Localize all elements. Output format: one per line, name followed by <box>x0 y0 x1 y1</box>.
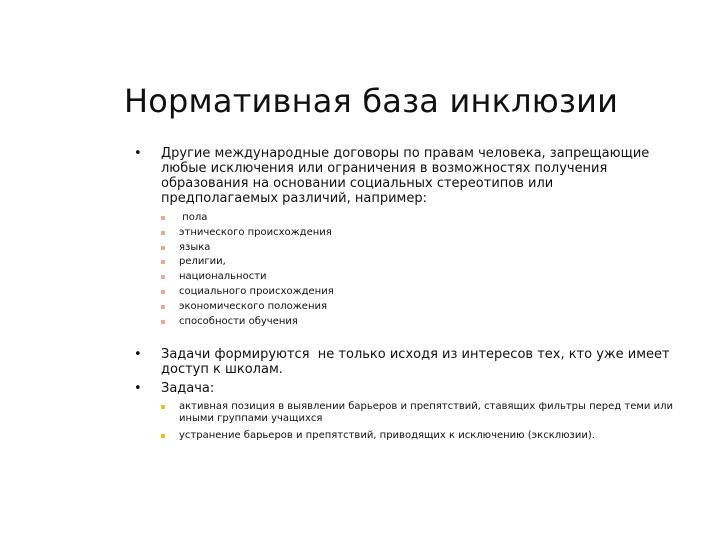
square-bullet-icon <box>161 320 165 324</box>
square-bullet-icon <box>161 216 165 220</box>
spacer <box>134 329 674 347</box>
slide-content <box>134 146 674 447</box>
bullet-item <box>134 146 674 329</box>
sub-list-item: социального происхождения <box>161 285 674 300</box>
square-bullet-icon <box>161 290 165 294</box>
square-bullet-icon <box>161 275 165 279</box>
bullet-item <box>134 381 674 442</box>
sub-list-item: устранение барьеров и препятствий, приводящих к исключению (эксклюзии). <box>161 430 674 442</box>
square-bullet-icon <box>161 246 165 250</box>
bullet-dot-icon: • <box>134 381 142 397</box>
square-bullet-icon <box>161 231 165 235</box>
sub-list-item: национальности <box>161 270 674 285</box>
slide-title: Нормативная база инклюзии <box>124 82 619 120</box>
bullet-text: Задачи формируются не только исходя из интересов тех, кто уже имеет доступ к школам. <box>161 347 674 378</box>
sub-list-item: пола <box>161 211 674 226</box>
bullet-dot-icon: • <box>134 347 142 363</box>
sub-list-item: языка <box>161 241 674 256</box>
sub-list-item: активная позиция в выявлении барьеров и препятствий, ставящих фильтры перед теми или иными группами учащихся <box>161 401 674 425</box>
bullet-text: Другие международные договоры по правам человека, запрещающие любые исключения или ограничения в возможностях получения образования на основании социальных стереотипов или предполагаемых различий, например: <box>161 146 650 206</box>
square-bullet-icon <box>161 260 165 264</box>
sub-list-item: способности обучения <box>161 315 674 330</box>
square-bullet-icon <box>161 305 165 309</box>
sub-list <box>161 401 674 442</box>
sub-list <box>161 211 674 329</box>
bullet-dot-icon: • <box>134 146 142 161</box>
sub-list-item: религии, <box>161 255 674 270</box>
square-bullet-icon <box>161 405 165 409</box>
bullet-item <box>134 347 674 377</box>
sub-list-item: этнического происхождения <box>161 226 674 241</box>
sub-list-item: экономического положения <box>161 300 674 315</box>
square-bullet-icon <box>161 434 165 438</box>
bullet-text: Задача: <box>161 381 215 397</box>
